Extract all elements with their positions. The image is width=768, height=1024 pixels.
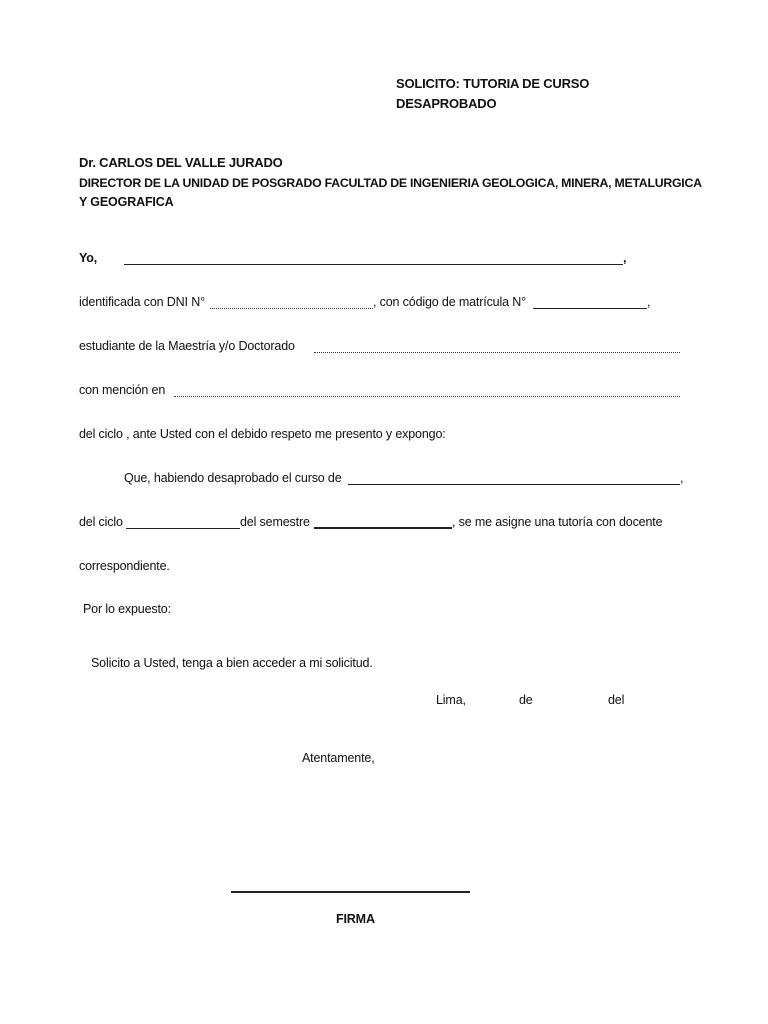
subject-line-2: DESAPROBADO — [396, 96, 497, 111]
closing-text: Atentamente, — [302, 751, 375, 765]
maestria-label: estudiante de la Maestría y/o Doctorado — [79, 339, 295, 353]
subject-line-1: SOLICITO: TUTORIA DE CURSO — [396, 76, 590, 91]
matricula-label: , con código de matrícula N° — [373, 295, 526, 309]
date-lima: Lima, — [436, 693, 466, 707]
recipient-title-line-2: Y GEOGRAFICA — [79, 195, 174, 209]
date-de: de — [519, 693, 533, 707]
solicito-text: Solicito a Usted, tenga a bien acceder a mi solicitud. — [91, 656, 373, 670]
correspondiente-text: correspondiente. — [79, 559, 170, 573]
date-del: del — [608, 693, 625, 707]
yo-comma: , — [623, 251, 627, 265]
recipient-name: Dr. CARLOS DEL VALLE JURADO — [79, 155, 283, 170]
matricula-blank-line — [533, 308, 647, 309]
yo-label: Yo, — [79, 251, 98, 265]
dni-blank-line — [210, 308, 373, 309]
ciclo-label: del ciclo — [79, 515, 123, 529]
matricula-comma: , — [647, 295, 651, 309]
signature-label: FIRMA — [336, 912, 375, 926]
maestria-blank-line — [314, 352, 680, 353]
dni-label: identificada con DNI N° — [79, 295, 205, 309]
signature-line — [231, 891, 470, 893]
semestre-blank-line — [314, 527, 452, 529]
semestre-label: del semestre — [240, 515, 310, 529]
curso-blank-line — [348, 484, 680, 485]
mencion-label: con mención en — [79, 383, 166, 397]
recipient-title-line-1: DIRECTOR DE LA UNIDAD DE POSGRADO FACULTAD DE INGENIERIA GEOLOGICA, MINERA, METALURGICA — [79, 176, 702, 190]
expuesto-text: Por lo expuesto: — [83, 602, 171, 616]
curso-comma: , — [680, 471, 684, 485]
name-blank-line — [124, 264, 623, 265]
ciclo-intro: del ciclo , ante Usted con el debido respeto me presento y expongo: — [79, 427, 446, 441]
curso-label: Que, habiendo desaprobado el curso de — [124, 471, 342, 485]
mencion-blank-line — [174, 396, 680, 397]
asigne-text: , se me asigne una tutoría con docente — [452, 515, 663, 529]
ciclo-blank-line — [126, 528, 240, 529]
